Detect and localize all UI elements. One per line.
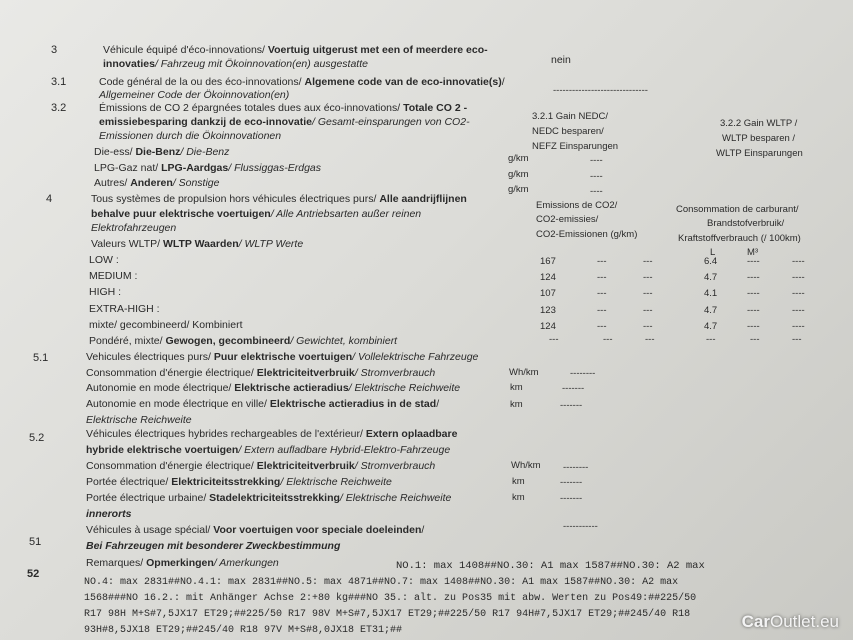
- section-52-line2: [86, 444, 450, 457]
- wltp-row-value: ---: [643, 256, 653, 267]
- text: Stadelektriciteitsstrekking: [209, 492, 340, 504]
- section-number: 51: [29, 536, 42, 548]
- text: / Stromverbrauch: [354, 367, 436, 379]
- text: Elektrische actieradius in de stad: [269, 398, 437, 410]
- wltp-row-value: ----: [747, 288, 760, 299]
- section-31-line2: Allgemeiner Code der Ökoinnovation(en): [99, 89, 290, 101]
- nedc-header-3: NEFZ Einsparungen: [532, 141, 619, 152]
- text: Code général de la ou des éco-innovations/: [99, 76, 305, 88]
- text: Véhicule équipé d'éco-innovations/: [103, 44, 268, 56]
- wltp-row-value: 6.4: [704, 256, 718, 267]
- section-52-row3: [86, 492, 451, 505]
- section-32-line2: [99, 116, 470, 129]
- text: Opmerkingen: [146, 557, 214, 569]
- remarks-line1: NO.4: max 2831##NO.4.1: max 2831##NO.5: max 4871##NO.7: max 1408##NO.30: A1 max 1587##NO.30: A2 max: [84, 577, 679, 588]
- section-31-line1: [99, 76, 505, 89]
- section-number: 3: [51, 44, 58, 56]
- text: LPG-Gaz nat/: [94, 162, 162, 174]
- section-52-row1: [86, 460, 435, 473]
- wltp-row-label: HIGH :: [89, 286, 122, 298]
- text: Vehicules électriques purs/: [86, 351, 214, 363]
- weighted-value: ---: [549, 334, 559, 345]
- section-51-line1: [86, 351, 478, 364]
- section-51-row1: [86, 367, 435, 380]
- text: Elektriciteitverbruik: [256, 460, 355, 472]
- unit: km: [510, 382, 523, 393]
- value: -------: [562, 383, 585, 394]
- nedc-header-1: 3.2.1 Gain NEDC/: [532, 111, 609, 122]
- value: -------: [560, 400, 583, 411]
- section-4-line1: [91, 193, 467, 206]
- text: innovaties: [103, 58, 155, 70]
- wltp-row-label: LOW :: [89, 254, 119, 266]
- section-52-row3-de: innerorts: [86, 508, 132, 520]
- wltp-row-value: ---: [643, 288, 653, 299]
- wltp-row-value: 167: [540, 256, 556, 267]
- section-number: 3.1: [51, 76, 67, 88]
- text: /: [501, 76, 505, 88]
- consumption-header-3: Kraftstoffverbrauch (/ 100km): [678, 233, 801, 244]
- section-4-line3: Elektrofahrzeugen: [91, 222, 177, 234]
- value: --------: [570, 368, 596, 379]
- text: / Elektrische Reichweite: [339, 492, 452, 504]
- text: Émissions de CO 2 épargnées totales dues aux éco-innovations/: [99, 102, 404, 114]
- emission-header-3: CO2-Emissionen (g/km): [536, 229, 638, 240]
- text: Pondéré, mixte/: [89, 335, 166, 347]
- text: / Gewichtet, kombiniert: [290, 335, 398, 347]
- text: / Elektrische Reichweite: [348, 382, 461, 394]
- section-3-value: nein: [551, 54, 571, 66]
- text: Remarques/: [86, 557, 147, 569]
- section-number: 52: [27, 568, 40, 580]
- section-32-line3: Emissionen durch die Ökoinnovationen: [99, 130, 282, 142]
- text: Puur elektrische voertuigen: [213, 351, 353, 363]
- watermark-logo: [742, 612, 839, 632]
- wltp-header-1: 3.2.2 Gain WLTP /: [720, 118, 798, 129]
- text: .eu: [815, 612, 839, 631]
- remarks-line4: 93H#8,5JX18 ET29;##245/40 R18 97V M+S#8,0JX18 ET31;##: [84, 625, 403, 636]
- fuel-unit: g/km: [508, 153, 529, 164]
- wltp-row-value: 124: [540, 272, 556, 283]
- section-3-line2: [103, 58, 368, 71]
- section-4-line2: [91, 208, 421, 221]
- fuel-value: ----: [590, 155, 603, 166]
- section-3-line1: [103, 44, 488, 57]
- section-number: 3.2: [51, 102, 67, 114]
- unit: km: [512, 476, 525, 487]
- text: Totale CO 2 -: [403, 102, 468, 114]
- value: -----------: [563, 521, 598, 532]
- text: / Elektrische Reichweite: [280, 476, 392, 488]
- text: Véhicules électriques hybrides rechargeables de l'extérieur/: [86, 428, 366, 440]
- wltp-header-2: WLTP besparen /: [722, 133, 796, 144]
- wltp-row-value: ---: [643, 272, 653, 283]
- wltp-row-value: 107: [540, 288, 556, 299]
- weighted-value: ---: [603, 334, 613, 345]
- fuel-value: ----: [590, 186, 603, 197]
- wltp-row-value: ----: [792, 256, 805, 267]
- section-4-line4: [91, 238, 303, 251]
- text: Véhicules à usage spécial/: [86, 524, 214, 536]
- text: Voor voertuigen voor speciale doeleinden: [213, 524, 422, 536]
- fuel-row-diesel: [94, 146, 229, 159]
- weighted-row: [89, 335, 397, 348]
- wltp-row-value: ---: [597, 272, 607, 283]
- wltp-row-value: ---: [643, 305, 653, 316]
- wltp-row-label: MEDIUM :: [89, 270, 138, 282]
- section-52-line1: [86, 428, 457, 441]
- text: Alle aandrijflijnen: [379, 193, 467, 205]
- unit-m3: M³: [747, 247, 759, 258]
- remarks-line3: R17 98H M+S#7,5JX17 ET29;##225/50 R17 98V M+S#7,5JX17 ET29;##225/50 R17 94H#7,5JX17 ET29;##245/40 R18: [84, 609, 691, 620]
- nedc-header-2: NEDC besparen/: [532, 126, 604, 137]
- section-number: 4: [46, 193, 53, 205]
- text: Consommation d'énergie électrique/: [86, 460, 257, 472]
- wltp-row-value: ----: [747, 256, 760, 267]
- wltp-row-value: ---: [597, 288, 607, 299]
- text: / Die-Benz: [180, 146, 230, 158]
- text: Elektriciteitsstrekking: [171, 476, 281, 488]
- text: /: [436, 398, 440, 410]
- text: /: [421, 524, 425, 536]
- wltp-row-label: mixte/ gecombineerd/ Kombiniert: [89, 319, 243, 331]
- wltp-row-label: EXTRA-HIGH :: [89, 303, 160, 315]
- text: behalve puur elektrische voertuigen: [91, 208, 271, 220]
- weighted-value: ---: [645, 334, 655, 345]
- text: / WLTP Werte: [238, 238, 304, 250]
- text: Extern oplaadbare: [365, 428, 458, 440]
- wltp-row-value: 124: [540, 321, 556, 332]
- text: Algemene code van de eco-innovatie(s): [304, 76, 502, 88]
- value: --------: [563, 462, 589, 473]
- text: Voertuig uitgerust met een of meerdere eco-: [267, 44, 488, 56]
- section-52b-line1: [86, 557, 279, 570]
- text: WLTP Waarden: [162, 238, 239, 250]
- wltp-row-value: ----: [747, 321, 760, 332]
- section-32-line1: [99, 102, 467, 115]
- wltp-row-value: ----: [792, 305, 805, 316]
- text: / Vollelektrische Fahrzeuge: [352, 351, 479, 363]
- wltp-row-value: ---: [643, 321, 653, 332]
- wltp-row-value: ----: [747, 305, 760, 316]
- text: Die-ess/: [94, 146, 136, 158]
- wltp-row-value: 4.7: [704, 272, 718, 283]
- emission-header-1: Emissions de CO2/: [536, 200, 618, 211]
- fuel-row-lpg: [94, 162, 321, 175]
- wltp-row-value: ----: [747, 272, 760, 283]
- weighted-value: ---: [706, 334, 716, 345]
- text: Autres/: [94, 177, 131, 189]
- text: Autonomie en mode électrique/: [86, 382, 235, 394]
- wltp-row-value: ---: [597, 305, 607, 316]
- section-51-row3: [86, 398, 439, 411]
- text: Tous systèmes de propulsion hors véhicules électriques purs/: [91, 193, 380, 205]
- text: emissiebesparing dankzij de eco-innovatie: [99, 116, 312, 128]
- text: / Extern aufladbare Hybrid-Elektro-Fahrzeuge: [238, 444, 451, 456]
- section-51-row2: [86, 382, 460, 395]
- value: -------: [560, 477, 583, 488]
- text: / Fahrzeug mit Ökoinnovation(en) ausgestatte: [154, 58, 368, 70]
- text: Portée électrique/: [86, 476, 172, 488]
- text: / Stromverbrauch: [354, 460, 436, 472]
- fuel-unit: g/km: [508, 169, 529, 180]
- wltp-header-3: WLTP Einsparungen: [716, 148, 803, 159]
- text: Autonomie en mode électrique en ville/: [86, 398, 270, 410]
- wltp-row-value: 4.1: [704, 288, 718, 299]
- section-number: 5.1: [33, 352, 49, 364]
- weighted-value: ---: [792, 334, 802, 345]
- text: Elektrische actieradius: [234, 382, 349, 394]
- text: / Alle Antriebsarten außer reinen: [270, 208, 422, 220]
- text: Consommation d'énergie électrique/: [86, 367, 257, 379]
- wltp-row-value: 4.7: [704, 305, 718, 316]
- text: Anderen: [130, 177, 173, 189]
- text: LPG-Aardgas: [161, 162, 229, 174]
- fuel-value: ----: [590, 171, 603, 182]
- text: / Amerkungen: [213, 557, 279, 569]
- text: / Sonstige: [172, 177, 220, 189]
- text: Die-Benz: [135, 146, 181, 158]
- unit: km: [512, 492, 525, 503]
- wltp-row-value: ----: [792, 272, 805, 283]
- wltp-row-value: ----: [792, 321, 805, 332]
- section-52-row2: [86, 476, 392, 489]
- unit: Wh/km: [509, 367, 539, 378]
- section-31-value: ------------------------------: [553, 85, 648, 96]
- section-51b-line2: Bei Fahrzeugen mit besonderer Zweckbestimmung: [86, 540, 341, 552]
- wltp-row-value: ----: [792, 288, 805, 299]
- text: / Flussiggas-Erdgas: [228, 162, 322, 174]
- unit: Wh/km: [511, 460, 541, 471]
- section-51b-line1: [86, 524, 424, 537]
- unit-liter: L: [710, 247, 716, 258]
- remarks-line2: 1568###NO 16.2.: mit Anhänger Achse 2:+80 kg###NO 35.: alt. zu Pos35 mit abw. Werten zu Pos49:##225/50: [84, 593, 697, 604]
- text: Elektriciteitverbruik: [256, 367, 355, 379]
- fuel-row-other: [94, 177, 219, 190]
- unit: km: [510, 399, 523, 410]
- section-51-row3-de: Elektrische Reichweite: [86, 414, 192, 426]
- consumption-header-1: Consommation de carburant/: [676, 204, 799, 215]
- text: Car: [741, 612, 770, 631]
- fuel-unit: g/km: [508, 184, 529, 195]
- remarks-line0: NO.1: max 1408##NO.30: A1 max 1587##NO.30: A2 max: [396, 560, 705, 572]
- text: Outlet: [770, 612, 816, 631]
- wltp-row-value: 123: [540, 305, 556, 316]
- text: Portée électrique urbaine/: [86, 492, 210, 504]
- section-number: 5.2: [29, 432, 45, 444]
- wltp-row-value: ---: [597, 256, 607, 267]
- weighted-value: ---: [750, 334, 760, 345]
- text: Valeurs WLTP/: [91, 238, 163, 250]
- wltp-row-value: ---: [597, 321, 607, 332]
- wltp-row-value: 4.7: [704, 321, 718, 332]
- text: hybride elektrische voertuigen: [86, 444, 239, 456]
- text: Gewogen, gecombineerd: [165, 335, 291, 347]
- value: -------: [560, 493, 583, 504]
- emission-header-2: CO2-emissies/: [536, 214, 599, 225]
- text: / Gesamt-einsparungen von CO2-: [311, 116, 470, 128]
- consumption-header-2: Brandstofverbruik/: [707, 218, 785, 229]
